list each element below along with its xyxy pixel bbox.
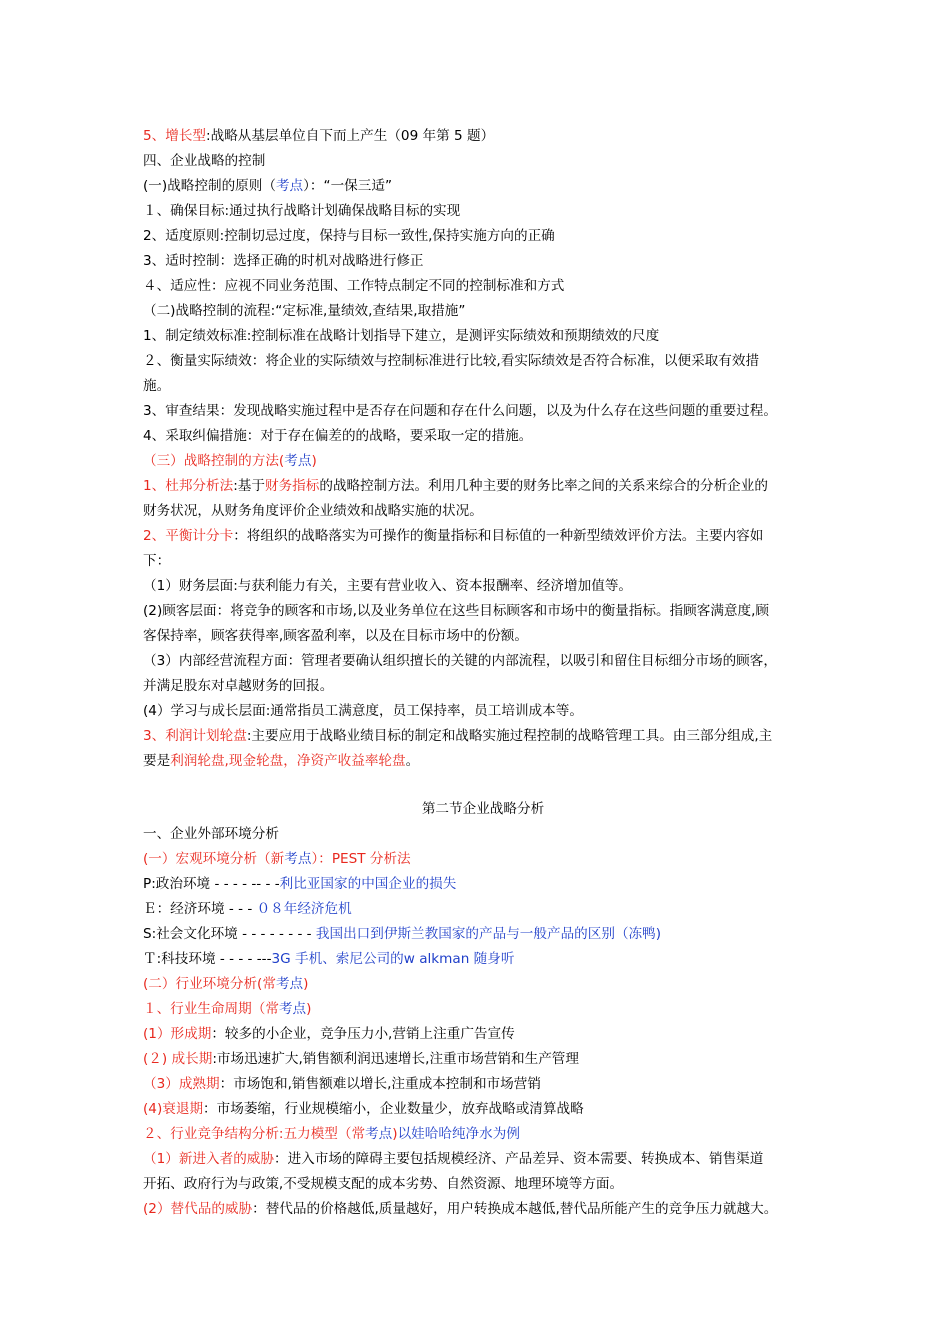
text-segment: ４、适应性：应视不同业务范围、工作特点制定不同的控制标准和方式: [143, 278, 565, 294]
text-segment: 考点: [275, 976, 304, 992]
text-segment: S:社会文化环境 - - - - - - - -: [143, 926, 316, 942]
text-line: [143, 449, 823, 474]
text-line: [143, 424, 823, 449]
text-line: [143, 822, 823, 847]
text-segment: 考点: [284, 453, 312, 469]
text-line: [143, 249, 823, 274]
text-segment: (2)顾客层面：将竞争的顾客和市场,以及业务单位在这些目标顾客和市场中的衡量指标。指顾客满意度,顾: [143, 603, 770, 619]
text-segment: 考点: [284, 851, 312, 867]
text-segment: Ｔ:科技环境 - - - - ---: [143, 951, 272, 967]
text-segment: (1）形成期: [143, 1026, 212, 1042]
text-segment: 财务指标: [265, 478, 320, 494]
text-line: [143, 524, 823, 549]
text-segment: 考点: [275, 178, 304, 194]
text-segment: (一）宏观环境分析（新: [143, 851, 285, 867]
text-segment: 利比亚国家的中国企业的损失: [279, 876, 457, 892]
text-segment: 1、杜邦分析法: [143, 478, 234, 494]
text-segment: 考点: [365, 1126, 393, 1142]
text-line: [143, 474, 823, 499]
text-segment: :基于: [233, 478, 265, 494]
text-segment: (4)衰退期: [143, 1101, 204, 1117]
text-line: [143, 624, 823, 649]
text-segment: :主要应用于战略业绩目标的制定和战略实施过程控制的战略管理工具。由三部分组成,主: [246, 728, 773, 744]
text-segment: (二）行业环境分析(常: [143, 976, 276, 992]
text-segment: （1）财务层面:与获利能力有关，主要有营业收入、资本报酬率、经济增加值等。: [143, 578, 633, 594]
text-segment: :战略从基层单位自下而上产生（09 年第 5 题）: [206, 128, 495, 144]
text-segment: １、确保目标:通过执行战略计划确保战略目标的实现: [143, 203, 461, 219]
text-line: [143, 549, 823, 574]
text-segment: 2、适度原则:控制切忌过度，保持与目标一致性,保持实施方向的正确: [143, 228, 555, 244]
text-segment: 3、审查结果：发现战略实施过程中是否存在问题和存在什么问题，以及为什么存在这些问题的重要过程。: [143, 403, 777, 419]
text-segment: 考点: [278, 1001, 307, 1017]
text-segment: ): [306, 1001, 312, 1017]
text-segment: ：较多的小企业，竞争压力小,营销上注重广告宣传: [211, 1026, 515, 1042]
text-segment: １、行业生命周期（常: [143, 1001, 279, 1017]
text-segment: 以娃哈哈纯净水为例: [397, 1126, 520, 1142]
text-line: [143, 724, 823, 749]
text-line: [143, 997, 823, 1022]
text-line: [143, 324, 823, 349]
text-segment: 四、企业战略的控制: [143, 153, 266, 169]
text-line: [143, 749, 823, 774]
text-segment: (2）替代品的威胁: [143, 1201, 253, 1217]
text-segment: ：将组织的战略落实为可操作的衡量指标和目标值的一种新型绩效评价方法。主要内容如: [233, 528, 764, 544]
text-line: [143, 224, 823, 249]
text-line: [143, 897, 823, 922]
text-line: [143, 399, 823, 424]
text-segment: 1、制定绩效标准:控制标准在战略计划指导下建立，是测评实际绩效和预期绩效的尺度: [143, 328, 660, 344]
text-segment: 3G 手机、索尼公司的w alkman 随身听: [271, 951, 515, 967]
text-segment: （3）成熟期: [143, 1076, 220, 1092]
text-line: [143, 972, 823, 997]
text-segment: (4）学习与成长层面:通常指员工满意度，员工保持率，员工培训成本等。: [143, 703, 583, 719]
text-segment: ：进入市场的障碍主要包括规模经济、产品差异、资本需要、转换成本、销售渠道: [274, 1151, 764, 1167]
text-segment: 一、企业外部环境分析: [143, 826, 279, 842]
text-segment: (一)战略控制的原则（: [143, 178, 276, 194]
text-segment: ）：PEST 分析法: [311, 851, 411, 867]
text-line: [143, 1122, 823, 1147]
text-segment: 第二节企业战略分析: [421, 801, 545, 817]
text-line: [143, 499, 823, 524]
text-line: [143, 1047, 823, 1072]
text-segment: ): [392, 1126, 398, 1142]
text-segment: ０８年经济危机: [256, 901, 352, 917]
text-line: [143, 374, 823, 399]
text-line: [143, 872, 823, 897]
text-line: [143, 124, 823, 149]
text-segment: 施。: [143, 378, 171, 394]
text-segment: （1）新进入者的威胁: [143, 1151, 274, 1167]
text-segment: ): [311, 453, 317, 469]
text-line: [143, 699, 823, 724]
text-line: [143, 174, 823, 199]
text-segment: ：替代品的价格越低,质量越好，用户转换成本越低,替代品所能产生的竞争压力就越大。: [252, 1201, 778, 1217]
text-line: [143, 947, 823, 972]
text-segment: 并满足股东对卓越财务的回报。: [143, 678, 334, 694]
text-segment: 要是: [143, 753, 171, 769]
text-segment: 我国出口到伊斯兰教国家的产品与一般产品的区别（冻鸭): [315, 926, 662, 942]
text-line: [143, 922, 823, 947]
text-segment: 4、采取纠偏措施：对于存在偏差的的战略，要采取一定的措施。: [143, 428, 533, 444]
text-line: [143, 797, 823, 822]
text-segment: ）：“一保三适”: [303, 178, 392, 194]
text-line: [143, 1147, 823, 1172]
text-line: [143, 349, 823, 374]
text-line: [143, 274, 823, 299]
text-line: [143, 299, 823, 324]
text-segment: 财务状况，从财务角度评价企业绩效和战略实施的状况。: [143, 503, 483, 519]
text-segment: （二)战略控制的流程:“定标准,量绩效,查结果,取措施”: [143, 303, 466, 319]
text-segment: ２、衡量实际绩效：将企业的实际绩效与控制标准进行比较,看实际绩效是否符合标准，以便采取有效措: [143, 353, 760, 369]
text-segment: （三）战略控制的方法(: [143, 453, 285, 469]
text-segment: Ｅ：经济环境 - - -: [143, 901, 257, 917]
text-line: [143, 199, 823, 224]
text-line: [143, 1022, 823, 1047]
text-segment: 3、适时控制：选择正确的时机对战略进行修正: [143, 253, 424, 269]
text-segment: 开拓、政府行为与政策,不受规模支配的成本劣势、自然资源、地理环境等方面。: [143, 1176, 624, 1192]
text-line: [143, 1097, 823, 1122]
text-segment: 。: [405, 753, 420, 769]
text-line: [143, 574, 823, 599]
text-line: [143, 1172, 823, 1197]
text-segment: 下：: [143, 553, 171, 569]
text-segment: （3）内部经营流程方面：管理者要确认组织擅长的关键的内部流程，以吸引和留住目标细分市场的顾客，: [143, 653, 777, 669]
text-segment: 5、增长型: [143, 128, 207, 144]
text-segment: 的战略控制方法。利用几种主要的财务比率之间的关系来综合的分析企业的: [319, 478, 768, 494]
text-segment: (２) 成长期: [143, 1051, 213, 1067]
text-segment: ：市场饱和,销售额难以增长,注重成本控制和市场营销: [219, 1076, 541, 1092]
text-line: [143, 599, 823, 624]
text-line: [143, 649, 823, 674]
text-line: [143, 674, 823, 699]
text-segment: ：市场萎缩，行业规模缩小，企业数量少，放弃战略或清算战略: [203, 1101, 584, 1117]
text-segment: ２、行业竞争结构分析:五力模型（常: [143, 1126, 366, 1142]
text-segment: 客保持率，顾客获得率,顾客盈利率，以及在目标市场中的份额。: [143, 628, 528, 644]
text-line: [143, 1072, 823, 1097]
text-line: [143, 847, 823, 872]
text-segment: ): [303, 976, 309, 992]
text-line: [143, 149, 823, 174]
text-segment: :市场迅速扩大,销售额利润迅速增长,注重市场营销和生产管理: [212, 1051, 579, 1067]
text-segment: 2、平衡计分卡: [143, 528, 234, 544]
text-segment: P:政治环境 - - - - -- - -: [143, 876, 280, 892]
text-segment: 3、利润计划轮盘: [143, 728, 247, 744]
text-segment: 利润轮盘,现金轮盘，净资产收益率轮盘: [170, 753, 406, 769]
text-line: [143, 1197, 823, 1222]
